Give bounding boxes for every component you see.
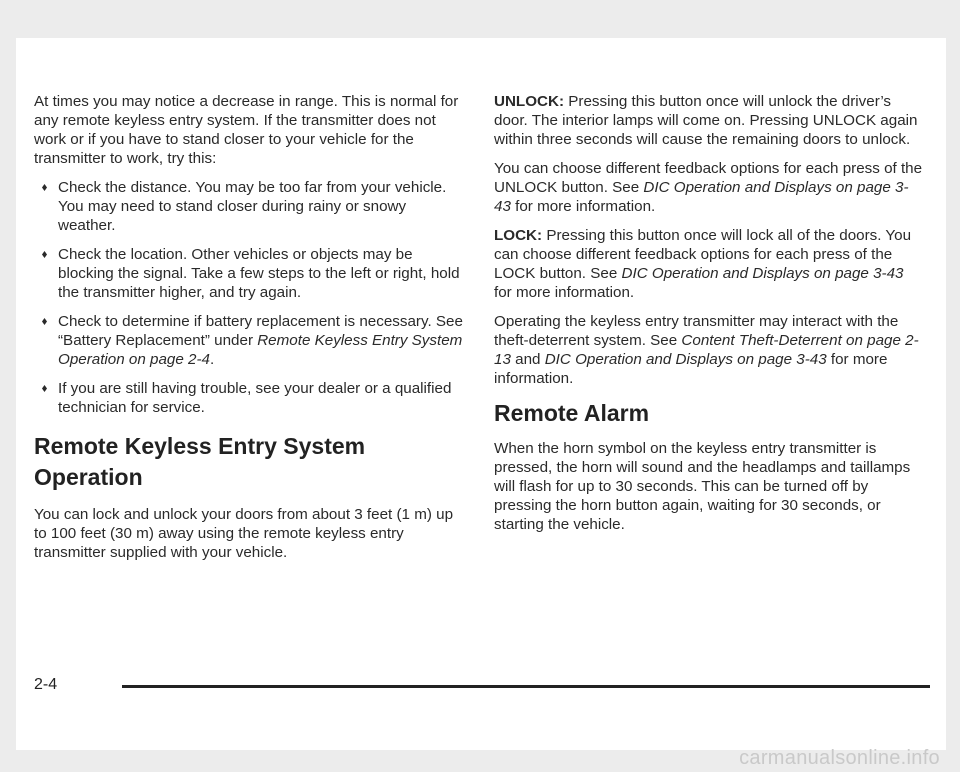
cross-reference-link[interactable]: Remote Keyless Entry System Operation on page 2-4 [58,332,463,368]
unlock-paragraph [494,92,924,149]
lock-label: LOCK: [494,227,543,244]
range-intro-paragraph: At times you may notice a decrease in range. This is normal for any remote keyless entry system. If the transmitter does not work or if you have to stand closer to your vehicle for the transmitter to work, try this: [34,93,459,167]
unlock-label: UNLOCK: [494,93,565,110]
remote-alarm-paragraph: When the horn symbol on the keyless entry transmitter is pressed, the horn will sound and the headlamps and taillamps will flash for up to 30 seconds. This can be turned off by pressing the horn button again, waiting for 30 seconds, or starting the vehicle. [494,440,911,533]
lock-text: Pressing this button once will lock all of the doors. You can choose different feedback options for each press of the LOCK button. See [494,227,912,282]
list-item-text: Check the distance. You may be too far from your vehicle. You may need to stand closer during rainy or snowy weather. [58,179,447,234]
paragraph-text: and [510,351,545,368]
paragraph-text: for more information. [510,198,656,215]
diamond-bullet-icon [42,385,47,392]
list-item-text: Check the location. Other vehicles or objects may be blocking the signal. Take a few steps to the left or right, hold the transmitter higher, and try again. [58,246,460,301]
theft-deterrent-paragraph [494,312,924,388]
site-watermark: carmanualsonline.info [739,747,940,769]
unlock-text: Pressing this button once will unlock the driver’s door. The interior lamps will come on. Pressing UNLOCK again within three seconds will cause the remaining doors to unlock. [494,93,918,148]
rke-operation-paragraph: You can lock and unlock your doors from about 3 feet (1 m) up to 100 feet (30 m) away using the remote keyless entry transmitter supplied with your vehicle. [34,506,454,561]
list-item [34,379,464,417]
cross-reference-link[interactable]: DIC Operation and Displays on page 3-43 [494,179,909,215]
cross-reference-link[interactable]: DIC Operation and Displays on page 3-43 [621,265,904,282]
remote-alarm-heading: Remote Alarm [494,400,650,426]
diamond-bullet-icon [42,318,47,325]
section-heading: Remote Keyless Entry System Operation [34,433,366,490]
left-column [34,92,464,572]
unlock-feedback-paragraph [494,159,924,216]
lock-paragraph [494,226,924,302]
paragraph-text: You can choose different feedback options for each press of the UNLOCK button. See [494,160,923,196]
list-item-text: . [210,351,215,368]
troubleshooting-list [34,178,464,417]
list-item [34,245,464,302]
cross-reference-link[interactable]: DIC Operation and Displays on page 3-43 [544,351,827,368]
manual-page [16,38,946,750]
cross-reference-link[interactable]: Content Theft-Deterrent on page 2-13 [494,332,919,368]
page-number: 2-4 [34,676,58,693]
paragraph-text: for more information. [494,351,888,387]
list-item [34,178,464,235]
diamond-bullet-icon [42,251,47,258]
right-column [494,92,924,544]
list-item [34,312,464,369]
paragraph-text: for more information. [494,284,635,301]
list-item-text: Check to determine if battery replacement is necessary. See “Battery Replacement” under [58,313,463,349]
footer-divider [122,685,930,688]
diamond-bullet-icon [42,184,47,191]
list-item-text: If you are still having trouble, see your dealer or a qualified technician for service. [58,380,452,416]
paragraph-text: Operating the keyless entry transmitter may interact with the theft-deterrent system. See [494,313,899,349]
